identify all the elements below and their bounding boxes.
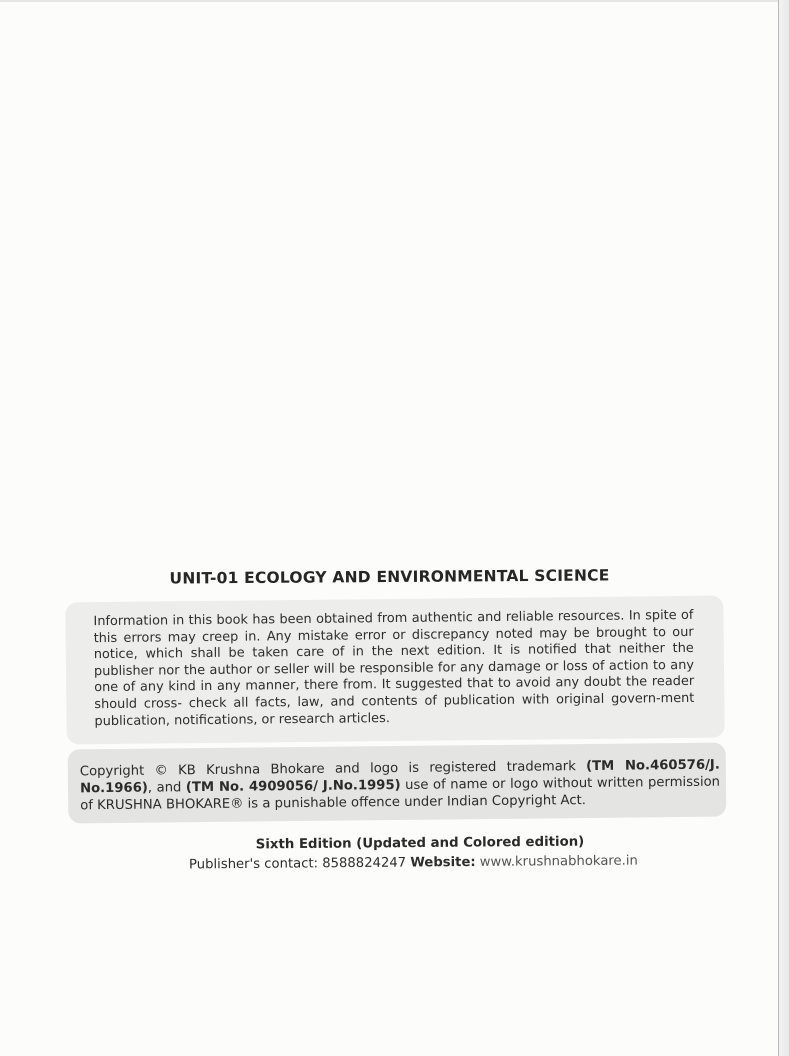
edition-line: Sixth Edition (Updated and Colored edition) [255,834,585,853]
disclaimer-text: Information in this book has been obtained from authentic and reliable resources. In spite of this errors may creep in. Any mistake error or discrepancy noted may be brought to our notice, which shall be taken care of in the next edition. It is notified that neither the publisher nor the author or seller will be responsible for any damage or loss of action to any one of any kind in any manner, there from. It suggested that to avoid any doubt the reader should cross- check all facts, law, and contents of publication with original govern-ment publication, notifications, or research articles. [93,607,695,729]
unit-title: UNIT-01 ECOLOGY AND ENVIRONMENTAL SCIENCE [169,566,610,588]
copyright-text [80,757,720,815]
page-binding-shadow [779,0,789,1056]
copyright-box [68,743,727,824]
disclaimer-box [65,596,724,745]
trademark-number-2: (TM No. 4909056/ J.No.1995) [185,777,401,796]
copyright-part-3: use of name or logo without written permission of KRUSHNA BHOKARE® is a punishable offence under Indian Copyright Act. [80,774,721,814]
page-top-edge [0,0,779,2]
page-right-edge [778,0,779,1056]
copyright-part-1: Copyright © KB Krushna Bhokare and logo is registered trademark [79,759,587,780]
website-label: Website: [410,854,476,871]
trademark-number-1: (TM No.460576/J. No.1966) [79,757,720,797]
publisher-contact [189,853,749,873]
contact-label: Publisher's contact: 8588824247 [188,855,411,873]
copyright-part-2: , and [147,780,186,796]
website-url: www.krushnabhokare.in [479,853,638,870]
